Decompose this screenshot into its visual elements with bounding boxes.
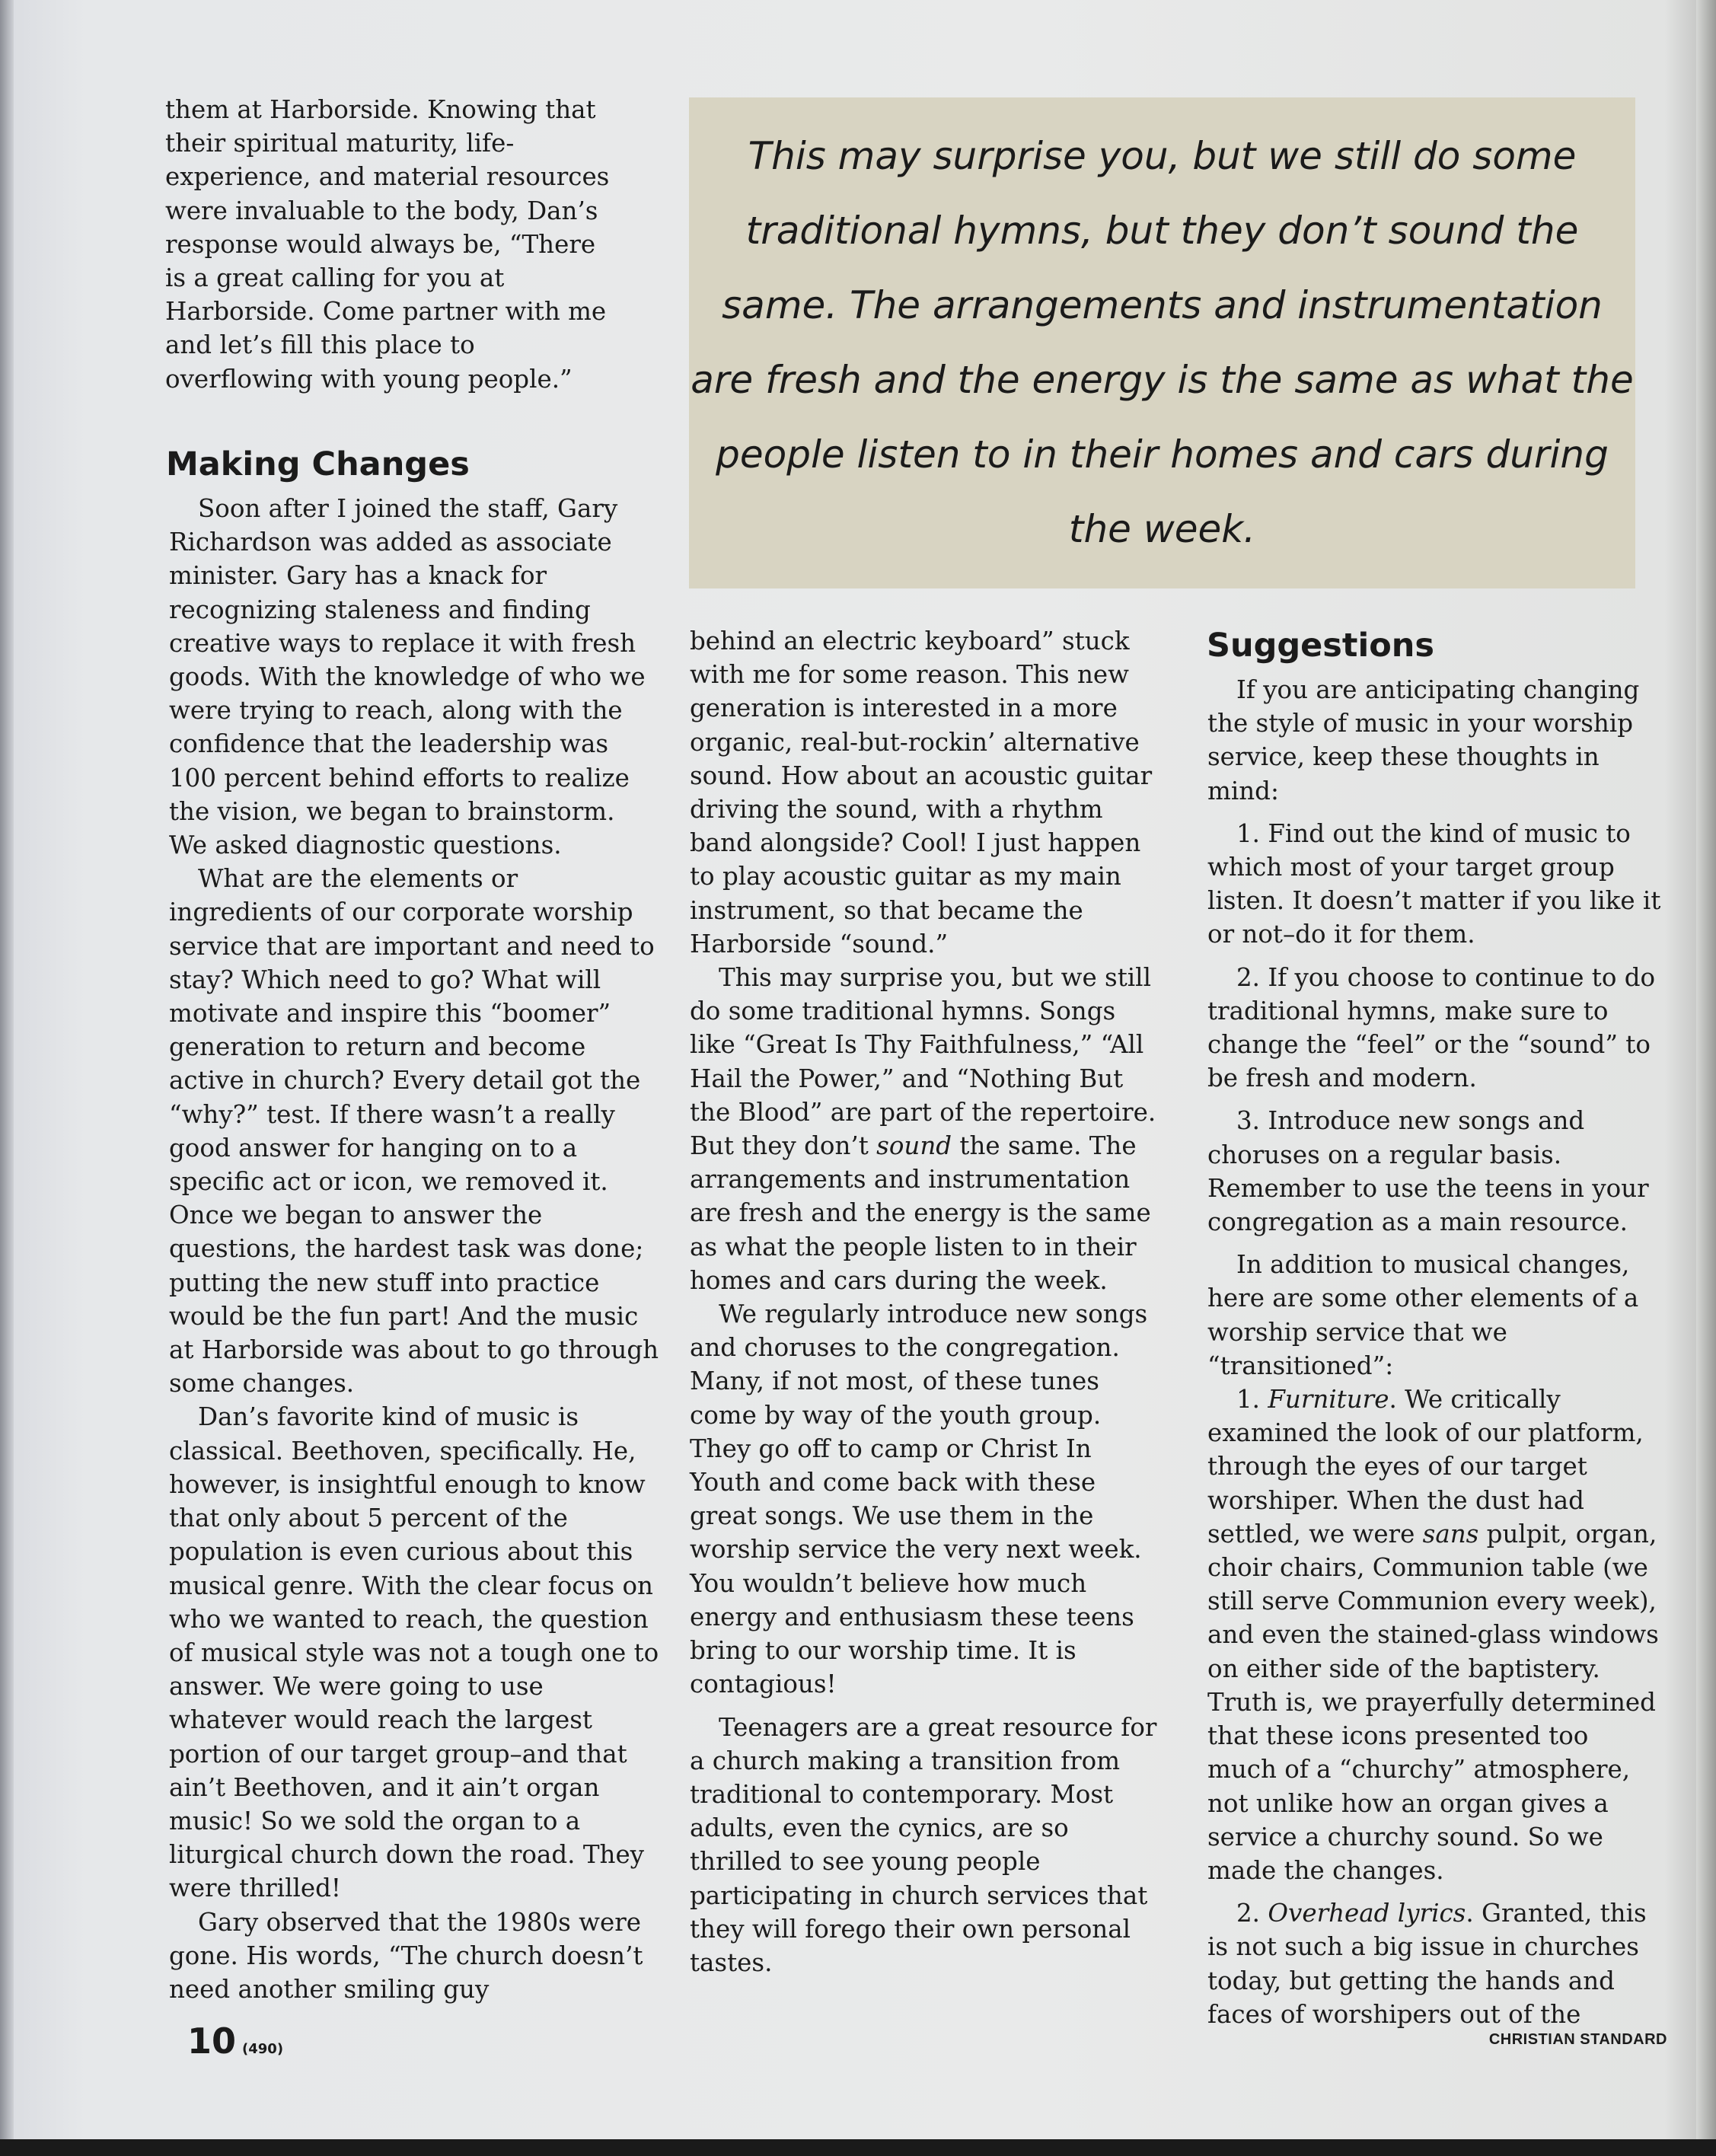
paragraph: behind an electric keyboard” stuck with me for some reason. This new generation is interested in a more organic, real-but-rockin’ alternative sound. How about an acoustic guitar driving the sound, with a rhythm band alongside? Cool! I just happen to play acoustic guitar as my main instrument, so that became the Harborside “sound.” [690, 627, 1153, 958]
paragraph [690, 961, 1162, 1297]
list-item: 2. If you choose to continue to do traditional hymns, make sure to change the “feel” or the “sound” to be fresh and modern. [1207, 962, 1656, 1093]
paragraph: If you are anticipating changing the style of music in your worship service, keep these thoughts in mind: [1207, 675, 1640, 805]
column-1-top [165, 93, 614, 396]
page-number-main: 10 [187, 2020, 237, 2062]
text-run: . We critically examined the look of our platform, through the eyes of our target worshiper. When the dust had settled, we were [1207, 1385, 1644, 1548]
emphasis-text: sound [876, 1131, 952, 1161]
page-edge-shadow [1696, 0, 1716, 2139]
paragraph: What are the elements or ingredients of our corporate worship service that are important and need to stay? Which need to go? What will motivate and inspire this “boomer” generation to return and become active in church? Every detail got the “why?” test. If there wasn’t a really good answer for hanging on to a specific act or icon, we removed it. Once we began to answer the questions, the hardest task was done; putting the new stuff into practice would be the fun part! And the music at Harborside was about to go through some changes. [169, 864, 659, 1399]
magazine-masthead: CHRISTIAN STANDARD [1488, 2031, 1667, 2048]
pull-quote-box [689, 97, 1635, 588]
page-spine-shadow [0, 0, 14, 2139]
list-item: 1. Find out the kind of music to which most of your target group listen. It doesn’t matter if you like it or not–do it for them. [1207, 818, 1661, 949]
text-run: the same. The arrangements and instrumentation are fresh and the energy is the same as what the people listen to in their homes and cars during the week. [690, 1131, 1151, 1295]
paragraph: Teenagers are a great resource for a church making a transition from traditional to contemporary. Most adults, even the cynics, are so thrilled to see young people participating in church services that they will forego their own personal tastes. [690, 1712, 1157, 1977]
text-run: 2. [1236, 1899, 1268, 1928]
emphasis-text: sans [1422, 1519, 1479, 1548]
paragraph: We regularly introduce new songs and choruses to the congregation. Many, if not most, of these tunes come by way of the youth group. They go off to camp or Christ In Youth and come back with these great songs. We use them in the worship service the very next week. You wouldn’t believe how much energy and enthusiasm these teens bring to our worship time. It is contagious! [690, 1300, 1148, 1699]
paragraph: Dan’s favorite kind of music is classical. Beethoven, specifically. He, however, is insightful enough to know that only about 5 percent of the population is even curious about this musical genre. With the clear focus on who we wanted to reach, the question of musical style was not a tough one to answer. We were going to use whatever would reach the largest portion of our target group–and that ain’t Beethoven, and it ain’t organ music! So we sold the organ to a liturgical church down the road. They were thrilled! [169, 1402, 659, 1903]
emphasis-text: Furniture [1268, 1385, 1389, 1414]
paragraph: In addition to musical changes, here are some other elements of a worship service that we “transitioned”: [1207, 1250, 1639, 1380]
emphasis-text: Overhead lyrics [1268, 1899, 1466, 1928]
page-number [187, 2020, 283, 2062]
text-run: pulpit, organ, choir chairs, Communion table (we still serve Communion every week), and even the stained-glass windows on either side of the baptistery. Truth is, we prayerfully determined that these icons presented too much of a “churchy” atmosphere, not unlike how an organ gives a service a churchy sound. So we made the changes. [1207, 1519, 1659, 1885]
list-item: 3. Introduce new songs and choruses on a regular basis. Remember to use the teens in your congregation as a main resource. [1207, 1106, 1649, 1237]
column-2 [690, 624, 1162, 1979]
paragraph: them at Harborside. Knowing that their spiritual maturity, life-experience, and material resources were invaluable to the body, Dan’s response would always be, “There is a great calling for you at Harborside. Come partner with me and let’s fill this place to overflowing with young people.” [165, 95, 610, 394]
text-run: . Granted, this is not such a big issue in churches today, but getting the hands and faces of worshipers out of the [1207, 1899, 1647, 2029]
list-item [1207, 1383, 1664, 1887]
section-heading-making-changes: Making Changes [166, 445, 470, 483]
column-1-main [169, 492, 660, 2006]
column-3 [1207, 673, 1664, 2031]
paragraph: Soon after I joined the staff, Gary Richardson was added as associate minister. Gary has a knack for recognizing staleness and finding creative ways to replace it with fresh goods. With the knowledge of who we were trying to reach, along with the confidence that the leadership was 100 percent behind efforts to realize the vision, we began to brainstorm. We asked diagnostic questions. [169, 494, 646, 860]
page-number-sub: (490) [242, 2041, 284, 2057]
text-run: 1. [1236, 1385, 1268, 1414]
section-heading-suggestions: Suggestions [1207, 627, 1434, 665]
pull-quote-text: This may surprise you, but we still do some traditional hymns, but they don’t sound the same. The arrangements and instrumentation are fresh and the energy is the same as what the people listen to in their homes and cars during the week. [691, 134, 1634, 551]
text-run: This may surprise you, but we still do some traditional hymns. Songs like “Great Is Thy Faithfulness,” “All Hail the Power,” and “Nothing But the Blood” are part of the repertoire. But they don’t [690, 963, 1156, 1161]
list-item [1207, 1896, 1664, 2031]
paragraph: Gary observed that the 1980s were gone. His words, “The church doesn’t need another smiling guy [169, 1907, 643, 2004]
